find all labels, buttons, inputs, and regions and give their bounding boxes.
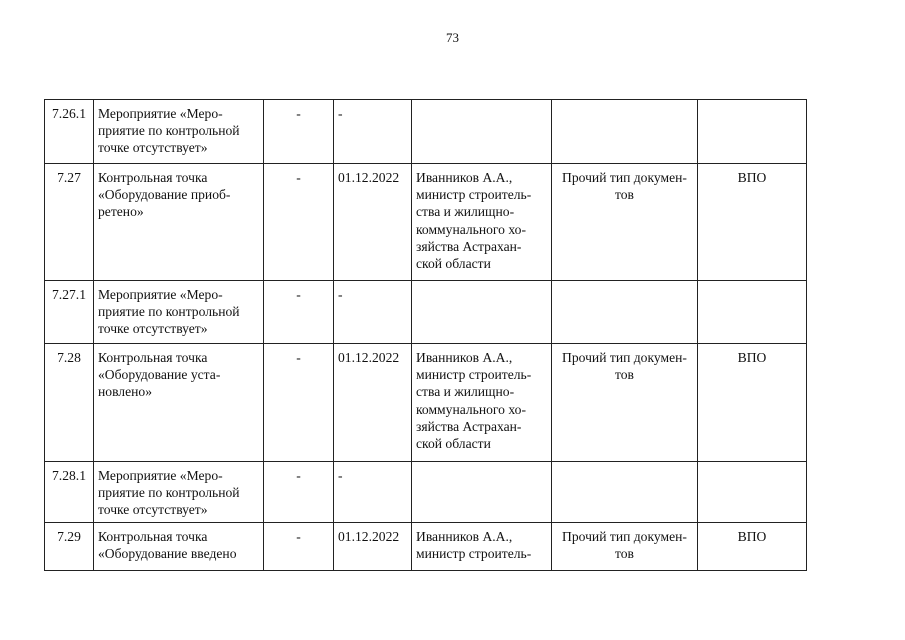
cell-name-line: точке отсутствует» xyxy=(98,502,208,518)
cell-responsible-line: ской области xyxy=(416,256,491,272)
cell-number: 7.26.1 xyxy=(45,100,94,164)
cell-name-line: приятие по контрольной xyxy=(98,123,240,139)
table-row xyxy=(45,164,807,281)
cell-date: 01.12.2022 xyxy=(334,344,412,462)
cell-name xyxy=(94,344,264,462)
cell-document-type-line: тов xyxy=(615,187,634,203)
cell-name-line: точке отсутствует» xyxy=(98,140,208,156)
cell-responsible-line: ства и жилищно- xyxy=(416,384,515,400)
cell-document-type-line: Прочий тип докумен- xyxy=(562,350,687,365)
cell-system: ВПО xyxy=(698,522,807,570)
cell-document-type xyxy=(552,344,698,462)
cell-number: 7.27.1 xyxy=(45,281,94,344)
cell-number: 7.29 xyxy=(45,522,94,570)
cell-name-line: Мероприятие «Меро- xyxy=(98,287,223,302)
cell-name-line: «Оборудование введено xyxy=(98,545,237,561)
cell-responsible xyxy=(412,344,552,462)
cell-name xyxy=(94,164,264,281)
cell-date: 01.12.2022 xyxy=(334,164,412,281)
cell-responsible-line: коммунального хо- xyxy=(416,221,526,237)
cell-name-line: Контрольная точка xyxy=(98,528,208,544)
cell-responsible-line: ской области xyxy=(416,436,491,452)
cell-name-line: Мероприятие «Меро- xyxy=(98,468,223,483)
cell-start: - xyxy=(264,344,334,462)
cell-system: ВПО xyxy=(698,164,807,281)
cell-responsible xyxy=(412,100,552,164)
cell-name xyxy=(94,462,264,523)
cell-start: - xyxy=(264,462,334,523)
cell-name-line: ретено» xyxy=(98,204,144,220)
cell-name-line: Контрольная точка xyxy=(98,170,208,185)
cell-document-type xyxy=(552,522,698,570)
cell-name-line: «Оборудование уста- xyxy=(98,367,221,383)
cell-responsible-line: Иванников А.А., xyxy=(416,528,513,544)
cell-system xyxy=(698,462,807,523)
cell-document-type-line: Прочий тип докумен- xyxy=(562,170,687,185)
cell-date: - xyxy=(334,281,412,344)
table-row xyxy=(45,100,807,164)
cell-responsible-line: зяйства Астрахан- xyxy=(416,418,522,434)
table-row xyxy=(45,281,807,344)
cell-responsible-line: коммунального хо- xyxy=(416,401,526,417)
cell-responsible-line: Иванников А.А., xyxy=(416,350,513,365)
plan-table xyxy=(44,99,807,571)
cell-document-type xyxy=(552,281,698,344)
cell-date: 01.12.2022 xyxy=(334,522,412,570)
cell-responsible xyxy=(412,522,552,570)
cell-date: - xyxy=(334,462,412,523)
cell-start: - xyxy=(264,522,334,570)
cell-name xyxy=(94,281,264,344)
cell-name xyxy=(94,522,264,570)
cell-responsible xyxy=(412,281,552,344)
cell-number: 7.27 xyxy=(45,164,94,281)
cell-start: - xyxy=(264,281,334,344)
table-row xyxy=(45,462,807,523)
cell-responsible-line: Иванников А.А., xyxy=(416,170,513,185)
cell-start: - xyxy=(264,100,334,164)
cell-name-line: приятие по контрольной xyxy=(98,485,240,501)
table-body xyxy=(45,100,807,571)
cell-name xyxy=(94,100,264,164)
cell-responsible-line: зяйства Астрахан- xyxy=(416,238,522,254)
cell-responsible xyxy=(412,164,552,281)
cell-date: - xyxy=(334,100,412,164)
cell-document-type xyxy=(552,462,698,523)
cell-responsible-line: министр строитель- xyxy=(416,545,532,561)
cell-responsible-line: ства и жилищно- xyxy=(416,204,515,220)
page-number: 73 xyxy=(446,30,459,45)
cell-name-line: точке отсутствует» xyxy=(98,321,208,337)
cell-name-line: приятие по контрольной xyxy=(98,304,240,320)
cell-responsible-line: министр строитель- xyxy=(416,367,532,383)
cell-document-type xyxy=(552,100,698,164)
cell-responsible xyxy=(412,462,552,523)
cell-document-type-line: тов xyxy=(615,367,634,383)
cell-name-line: новлено» xyxy=(98,384,152,400)
table-row xyxy=(45,344,807,462)
cell-system: ВПО xyxy=(698,344,807,462)
cell-name-line: «Оборудование приоб- xyxy=(98,187,231,203)
cell-number: 7.28 xyxy=(45,344,94,462)
cell-document-type xyxy=(552,164,698,281)
cell-document-type-line: Прочий тип докумен- xyxy=(562,528,687,544)
cell-name-line: Мероприятие «Меро- xyxy=(98,106,223,121)
cell-name-line: Контрольная точка xyxy=(98,350,208,365)
cell-number: 7.28.1 xyxy=(45,462,94,523)
cell-document-type-line: тов xyxy=(615,545,634,561)
cell-system xyxy=(698,281,807,344)
cell-responsible-line: министр строитель- xyxy=(416,187,532,203)
table-row xyxy=(45,522,807,570)
cell-system xyxy=(698,100,807,164)
cell-start: - xyxy=(264,164,334,281)
